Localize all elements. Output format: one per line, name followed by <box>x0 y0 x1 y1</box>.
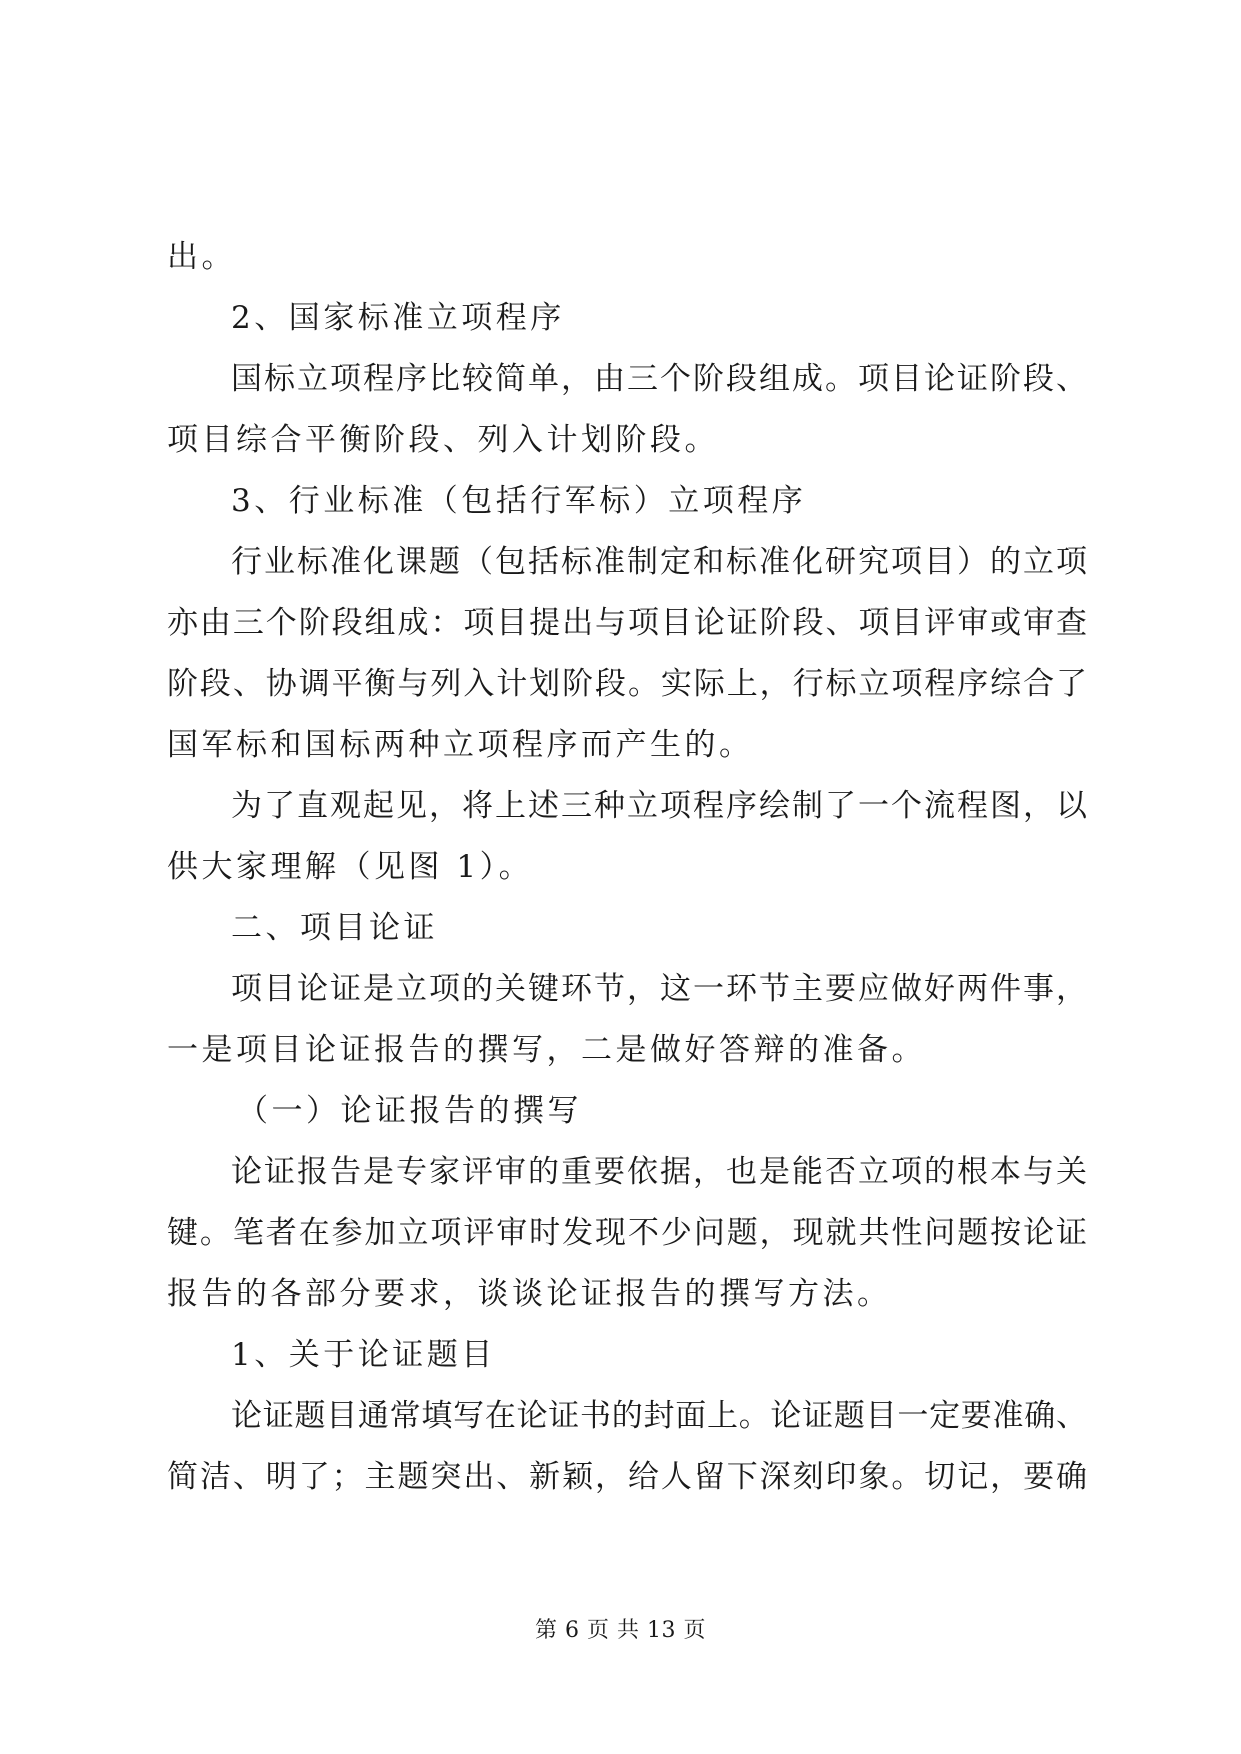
section-heading: 1、关于论证题目 <box>231 1337 496 1373</box>
text-line: 键。笔者在参加立项评审时发现不少问题，现就共性问题按论证 <box>167 1215 1087 1251</box>
section-heading: 3、行业标准（包括行军标）立项程序 <box>231 483 807 519</box>
section-heading: 二、项目论证 <box>231 910 438 946</box>
text-line: 阶段、协调平衡与列入计划阶段。实际上，行标立项程序综合了 <box>167 666 1087 702</box>
page-number-footer: 第 6 页 共 13 页 <box>535 1618 706 1643</box>
text-line: 简洁、明了；主题突出、新颖，给人留下深刻印象。切记，要确 <box>167 1459 1087 1495</box>
subsection-heading: （一）论证报告的撰写 <box>237 1093 582 1129</box>
text-line: 项目论证是立项的关键环节，这一环节主要应做好两件事， <box>231 971 1087 1007</box>
section-heading: 2、国家标准立项程序 <box>231 300 565 336</box>
text-line: 出。 <box>167 239 236 275</box>
text-line: 一是项目论证报告的撰写，二是做好答辩的准备。 <box>167 1032 926 1068</box>
text-line: 行业标准化课题（包括标准制定和标准化研究项目）的立项 <box>231 544 1087 580</box>
text-line: 项目综合平衡阶段、列入计划阶段。 <box>167 422 719 458</box>
text-line: 论证题目通常填写在论证书的封面上。论证题目一定要准确、 <box>231 1398 1087 1434</box>
text-line: 论证报告是专家评审的重要依据，也是能否立项的根本与关 <box>231 1154 1087 1190</box>
text-line: 供大家理解（见图 1）。 <box>167 849 534 885</box>
text-line: 报告的各部分要求，谈谈论证报告的撰写方法。 <box>167 1276 892 1312</box>
text-line: 国军标和国标两种立项程序而产生的。 <box>167 727 754 763</box>
text-line: 亦由三个阶段组成：项目提出与项目论证阶段、项目评审或审查 <box>167 605 1087 641</box>
text-line: 为了直观起见，将上述三种立项程序绘制了一个流程图，以 <box>231 788 1087 824</box>
text-line: 国标立项程序比较简单，由三个阶段组成。项目论证阶段、 <box>231 361 1087 397</box>
